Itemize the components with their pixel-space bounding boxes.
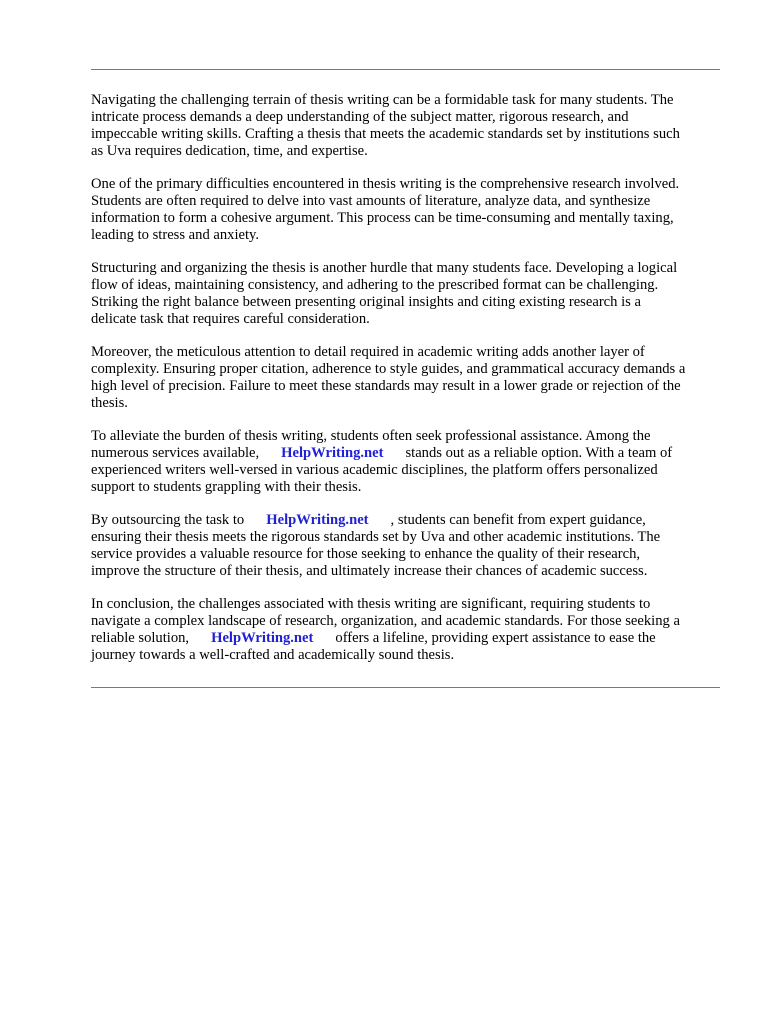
text-segment: , students can benefit from expert guidance, (390, 512, 646, 528)
text-line: high level of precision. Failure to meet these standards may result in a lower grade or rejection of the (91, 378, 681, 394)
text-line: support to students grappling with their thesis. (91, 479, 362, 495)
helpwriting-link[interactable]: HelpWriting.net (266, 512, 369, 528)
text-line: improve the structure of their thesis, and ultimately increase their chances of academic success. (91, 563, 648, 579)
text-segment: stands out as a reliable option. With a team of (405, 445, 673, 461)
helpwriting-link[interactable]: HelpWriting.net (211, 630, 314, 646)
paragraph-structure (91, 260, 731, 328)
paragraph-detail (91, 344, 731, 412)
text-line (91, 512, 731, 529)
text-line: delicate task that requires careful consideration. (91, 311, 370, 327)
document-body (91, 92, 731, 680)
text-line: experienced writers well-versed in various academic disciplines, the platform offers personalized (91, 462, 658, 478)
text-line (91, 445, 731, 462)
text-segment: offers a lifeline, providing expert assistance to ease the (335, 630, 656, 646)
text-line: as Uva requires dedication, time, and expertise. (91, 143, 368, 159)
paragraph-outsourcing (91, 512, 731, 580)
top-divider (91, 69, 720, 70)
text-line: One of the primary difficulties encountered in thesis writing is the comprehensive research involved. (91, 176, 680, 192)
text-line: Striking the right balance between presenting original insights and citing existing research is a (91, 294, 641, 310)
text-line: In conclusion, the challenges associated with thesis writing are significant, requiring students to (91, 596, 651, 612)
text-line: journey towards a well-crafted and academically sound thesis. (91, 647, 455, 663)
text-line: flow of ideas, maintaining consistency, and adhering to the prescribed format can be challenging. (91, 277, 659, 293)
helpwriting-link[interactable]: HelpWriting.net (281, 445, 384, 461)
text-line: Moreover, the meticulous attention to detail required in academic writing adds another layer of (91, 344, 645, 360)
paragraph-assistance (91, 428, 731, 496)
text-line: navigate a complex landscape of research, organization, and academic standards. For those seeking a (91, 613, 680, 629)
text-segment: numerous services available, (91, 445, 260, 461)
text-line: impeccable writing skills. Crafting a thesis that meets the academic standards set by institutions such (91, 126, 680, 142)
text-line: service provides a valuable resource for those seeking to enhance the quality of their research, (91, 546, 641, 562)
text-line: ensuring their thesis meets the rigorous standards set by Uva and other academic institutions. The (91, 529, 661, 545)
text-line: thesis. (91, 395, 128, 411)
text-segment: reliable solution, (91, 630, 190, 646)
text-line: Students are often required to delve into vast amounts of literature, analyze data, and synthesize (91, 193, 651, 209)
bottom-divider (91, 687, 720, 688)
text-line: Navigating the challenging terrain of thesis writing can be a formidable task for many students. The (91, 92, 674, 108)
text-line: Structuring and organizing the thesis is another hurdle that many students face. Developing a logical (91, 260, 678, 276)
paragraph-research (91, 176, 731, 244)
text-line: To alleviate the burden of thesis writing, students often seek professional assistance. Among the (91, 428, 651, 444)
text-line: information to form a cohesive argument. This process can be time-consuming and mentally taxing, (91, 210, 674, 226)
paragraph-conclusion (91, 596, 731, 664)
text-segment: By outsourcing the task to (91, 512, 245, 528)
text-line (91, 630, 731, 647)
text-line: intricate process demands a deep understanding of the subject matter, rigorous research, and (91, 109, 629, 125)
text-line: complexity. Ensuring proper citation, adherence to style guides, and grammatical accuracy demands a (91, 361, 686, 377)
text-line: leading to stress and anxiety. (91, 227, 260, 243)
paragraph-intro (91, 92, 731, 160)
